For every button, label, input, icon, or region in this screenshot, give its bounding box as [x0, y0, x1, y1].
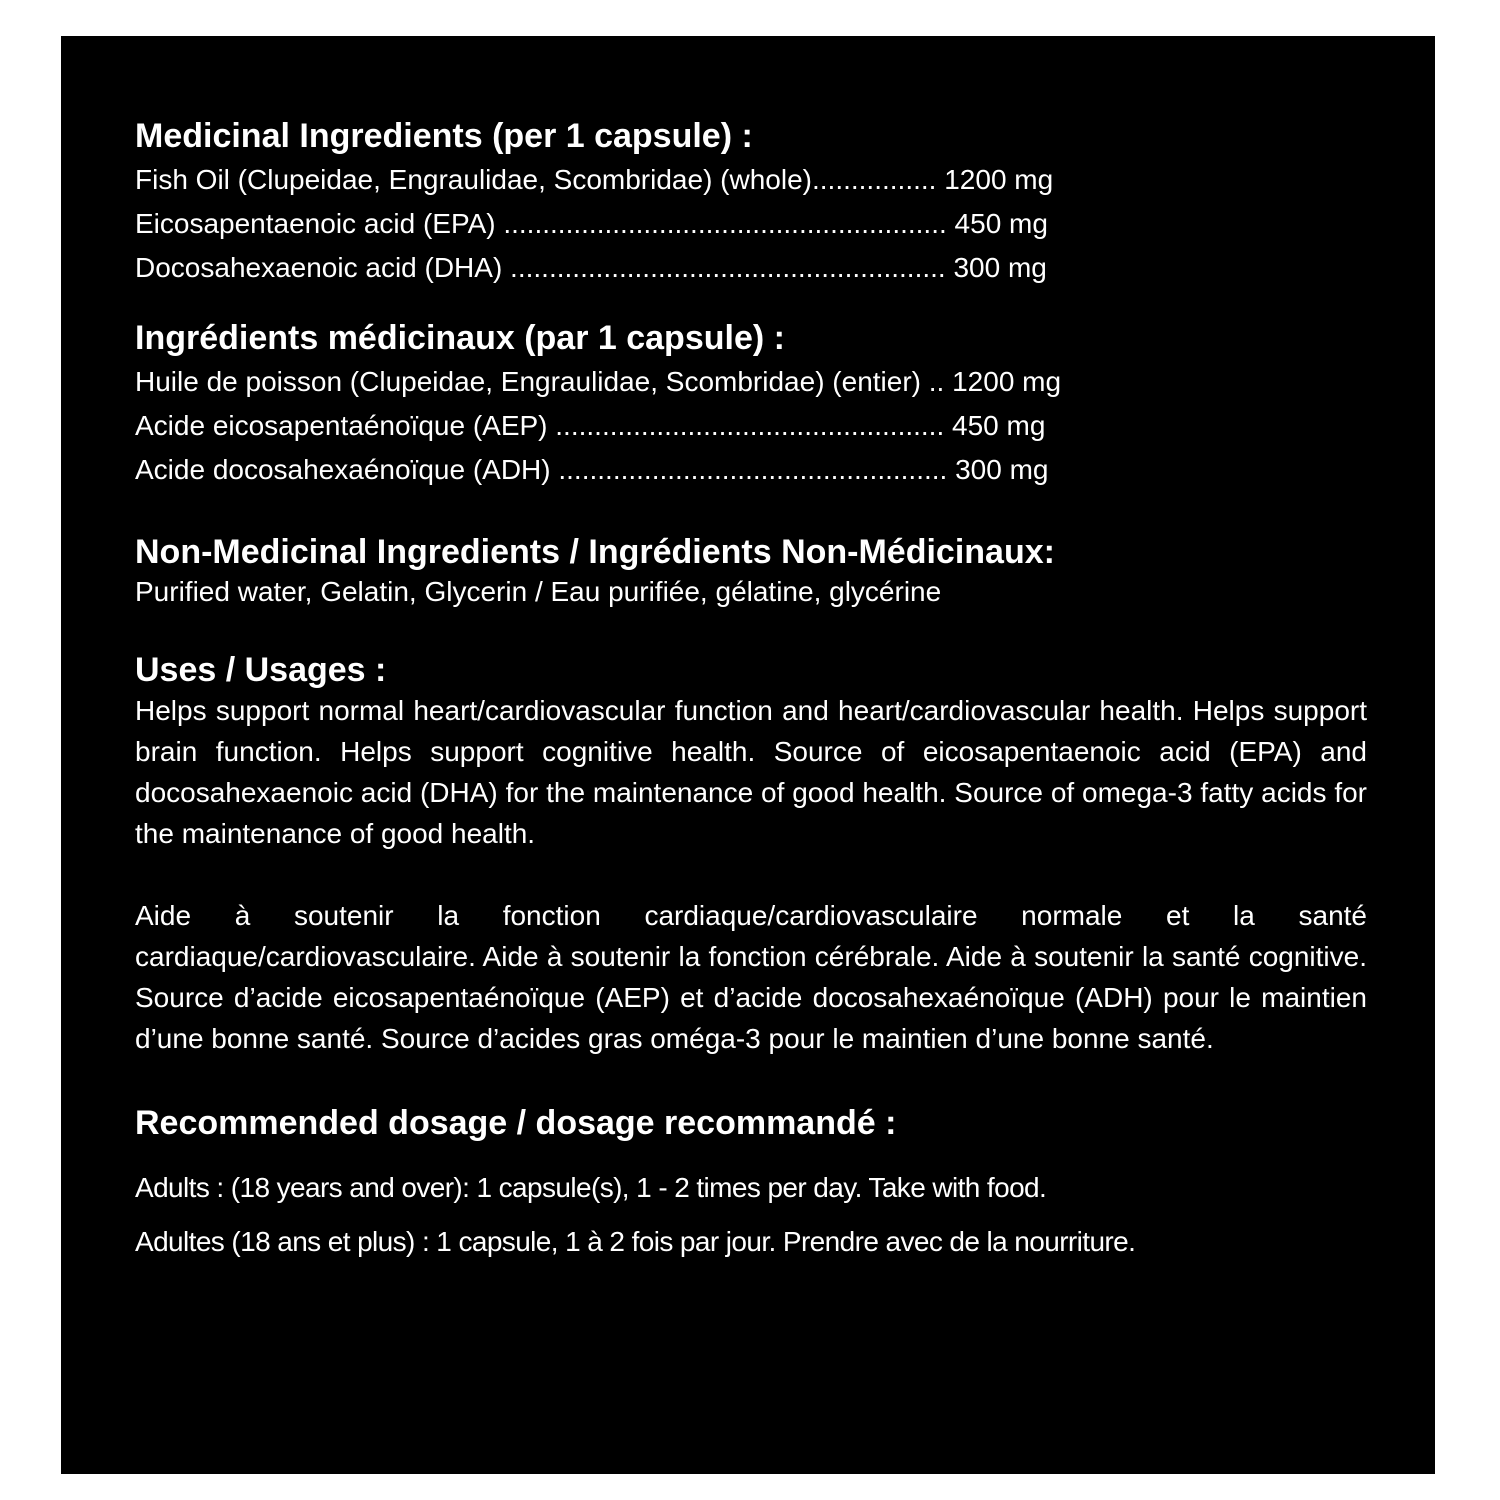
ingredient-line-fish-oil: Fish Oil (Clupeidae, Engraulidae, Scombridae) (whole)................ 1200 mg [135, 164, 1054, 195]
medicinal-ingredients-en-section [135, 116, 1367, 290]
uses-heading: Uses / Usages : [135, 651, 387, 689]
ingredient-line-huile-de-poisson: Huile de poisson (Clupeidae, Engraulidae, Scombridae) (entier) .. 1200 mg [135, 366, 1062, 397]
medicinal-ingredients-fr-heading: Ingrédients médicinaux (par 1 capsule) : [135, 319, 785, 357]
uses-text-fr: Aide à soutenir la fonction cardiaque/cardiovasculaire normale et la santé cardiaque/cardiovasculaire. Aide à soutenir la fonction cérébrale. Aide à soutenir la santé cognitive. Source d’acide eicosapentaénoïque (AEP) et d’acide docosahexaénoïque (ADH) pour le maintien d’une bonne santé. Source d’acides gras oméga-3 pour le maintien d’une bonne santé. [135, 900, 1367, 1054]
non-medicinal-ingredients-text: Purified water, Gelatin, Glycerin / Eau purifiée, gélatine, glycérine [135, 576, 942, 607]
dosage-line-fr: Adultes (18 ans et plus) : 1 capsule, 1 à 2 fois par jour. Prendre avec de la nourriture. [135, 1226, 1136, 1257]
medicinal-ingredients-fr-list [135, 360, 1367, 492]
label-panel [61, 36, 1435, 1474]
dosage-list [135, 1161, 1367, 1269]
uses-section [135, 650, 1367, 1059]
dosage-line-en: Adults : (18 years and over): 1 capsule(s), 1 - 2 times per day. Take with food. [135, 1172, 1047, 1203]
non-medicinal-ingredients-section [135, 532, 1367, 612]
dosage-heading: Recommended dosage / dosage recommandé : [135, 1104, 897, 1142]
dosage-section [135, 1103, 1367, 1269]
medicinal-ingredients-en-list [135, 158, 1367, 290]
medicinal-ingredients-fr-section [135, 318, 1367, 492]
label-content [135, 116, 1367, 1269]
medicinal-ingredients-en-heading: Medicinal Ingredients (per 1 capsule) : [135, 117, 753, 155]
non-medicinal-ingredients-heading: Non-Medicinal Ingredients / Ingrédients Non-Médicinaux: [135, 533, 1055, 571]
ingredient-line-dha: Docosahexaenoic acid (DHA) ........................................................ 300 mg [135, 252, 1047, 283]
uses-text-en: Helps support normal heart/cardiovascular function and heart/cardiovascular health. Helps support brain function. Helps support cognitive health. Source of eicosapentaenoic acid (EPA) and docosahexaenoic acid (DHA) for the maintenance of good health. Source of omega-3 fatty acids for the maintenance of good health. [135, 695, 1367, 849]
ingredient-line-aep: Acide eicosapentaénoïque (AEP) .................................................. 450 mg [135, 410, 1046, 441]
ingredient-line-epa: Eicosapentaenoic acid (EPA) ......................................................... 450 mg [135, 208, 1048, 239]
ingredient-line-adh: Acide docosahexaénoïque (ADH) .................................................. 300 mg [135, 454, 1049, 485]
